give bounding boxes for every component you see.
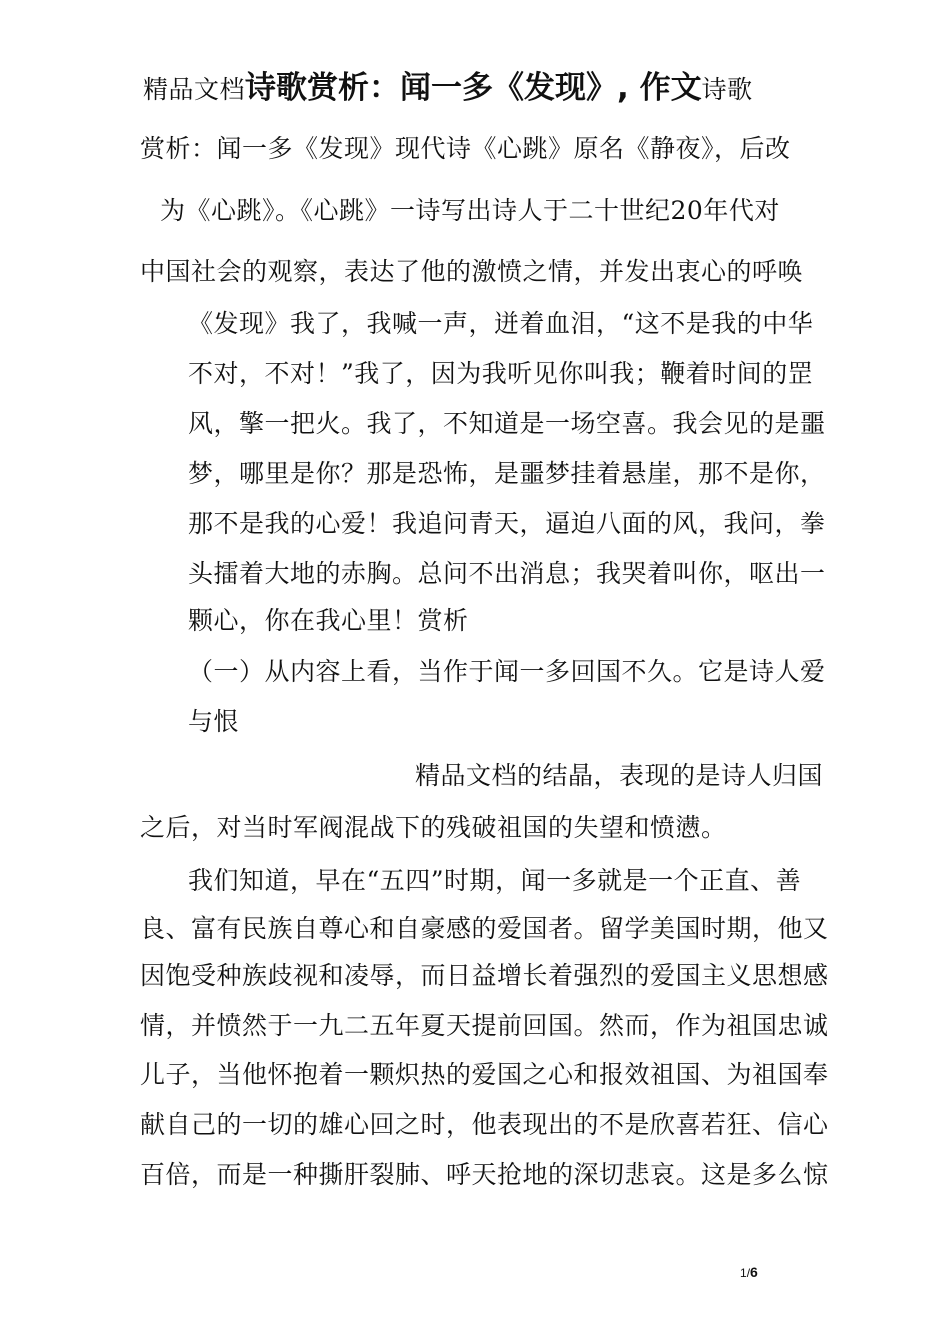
body-line: 儿子，当他怀抱着一颗炽热的爱国之心和报效祖国、为祖国奉 bbox=[140, 1060, 829, 1089]
body-line: 之后，对当时军阀混战下的残破祖国的失望和愤懑。 bbox=[140, 813, 727, 842]
body-line: 献自己的一切的雄心回之时，他表现出的不是欣喜若狂、信心 bbox=[140, 1110, 829, 1139]
page-current: 1 bbox=[740, 1266, 747, 1280]
poem-line: 不对，不对！”我了，因为我听见你叫我；鞭着时间的罡 bbox=[188, 359, 814, 388]
poem-line: 梦，哪里是你？那是恐怖，是噩梦挂着悬崖，那不是你， bbox=[188, 459, 826, 488]
intro-line: 中国社会的观察，表达了他的激愤之情，并发出衷心的呼唤 bbox=[140, 257, 804, 286]
poem-line: 颗心，你在我心里！赏析 bbox=[188, 606, 469, 635]
page-separator: / bbox=[746, 1266, 751, 1280]
title-line bbox=[143, 70, 753, 108]
intro-line: 为《心跳》。《心跳》一诗写出诗人于二十世纪20年代对 bbox=[160, 196, 780, 225]
page-number bbox=[740, 1264, 758, 1280]
section-line: （一）从内容上看，当作于闻一多回国不久。它是诗人爱 bbox=[188, 657, 826, 686]
poem-line: 风，擎一把火。我了，不知道是一场空喜。我会见的是噩 bbox=[188, 409, 826, 438]
body-line: 良、富有民族自尊心和自豪感的爱国者。留学美国时期，他又 bbox=[140, 914, 829, 943]
body-line: 我们知道，早在“五四”时期，闻一多就是一个正直、善 bbox=[188, 866, 802, 895]
body-line: 情，并愤然于一九二五年夏天提前回国。然而，作为祖国忠诚 bbox=[140, 1011, 829, 1040]
page-total: 6 bbox=[750, 1264, 758, 1280]
poem-line: 《发现》我了，我喊一声，迸着血泪，“这不是我的中华 bbox=[188, 309, 814, 338]
poem-line: 那不是我的心爱！我追问青天，逼迫八面的风，我问，拳 bbox=[188, 509, 826, 538]
continuation-line: 精品文档的结晶，表现的是诗人归国 bbox=[415, 761, 824, 790]
section-line: 与恨 bbox=[188, 707, 240, 736]
header-prefix: 精品文档 bbox=[143, 75, 246, 104]
poem-line: 头擂着大地的赤胸。总问不出消息；我哭着叫你，呕出一 bbox=[188, 559, 826, 588]
body-line: 因饱受种族歧视和凌辱，而日益增长着强烈的爱国主义思想感 bbox=[140, 961, 829, 990]
header-suffix: 诗歌 bbox=[701, 75, 753, 104]
page-title: 诗歌赏析：闻一多《发现》, 作文 bbox=[245, 70, 702, 106]
intro-line: 赏析：闻一多《发现》现代诗《心跳》原名《静夜》，后改 bbox=[140, 134, 791, 163]
body-line: 百倍，而是一种撕肝裂肺、呼天抢地的深切悲哀。这是多么惊 bbox=[140, 1160, 829, 1189]
